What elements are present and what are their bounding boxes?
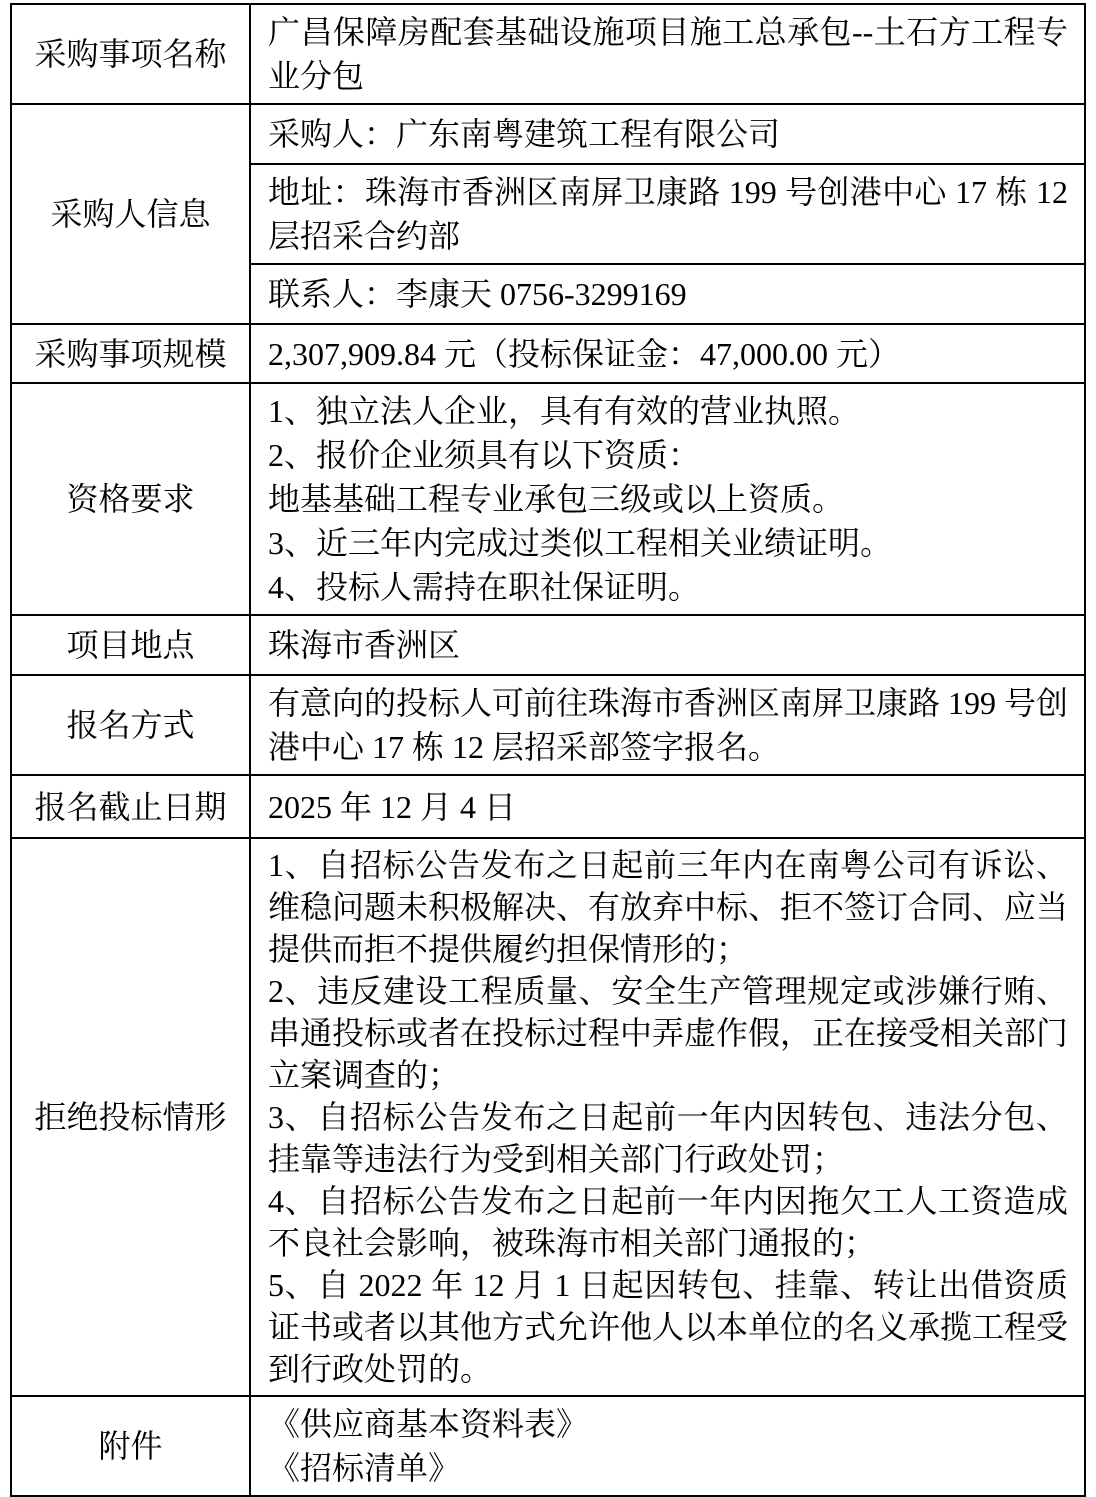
attachment-item: 《招标清单》	[268, 1450, 461, 1486]
qualification-item: 2、报价企业须具有以下资质：	[268, 437, 701, 473]
table-row-procurement-scale	[12, 323, 1084, 382]
row-content	[251, 839, 1084, 1395]
rejection-condition-item: 5、自 2022 年 12 月 1 日起因转包、挂靠、转让出借资质证书或者以其他方式允许他人以本单位的名义承揽工程受到行政处罚的。	[268, 1267, 1069, 1387]
project-location-text: 珠海市香洲区	[268, 627, 461, 663]
row-label: 报名截止日期	[12, 776, 251, 837]
address-text: 地址：珠海市香洲区南屏卫康路 199 号创港中心 17 栋 12 层招采合约部	[268, 174, 1068, 254]
procurement-info-table	[10, 3, 1086, 1497]
registration-method-text: 有意向的投标人可前往珠海市香洲区南屏卫康路 199 号创港中心 17 栋 12 层招采部签字报名。	[268, 685, 1069, 765]
row-content	[251, 105, 1084, 323]
table-row-purchaser-info	[12, 103, 1084, 323]
rejection-condition-item: 4、自招标公告发布之日起前一年内因拖欠工人工资造成不良社会影响，被珠海市相关部门通报的；	[268, 1183, 1068, 1261]
row-label: 采购人信息	[12, 105, 251, 323]
qualification-item: 3、近三年内完成过类似工程相关业绩证明。	[268, 525, 893, 561]
row-content	[251, 325, 1084, 382]
rejection-condition-item: 1、自招标公告发布之日起前三年内在南粤公司有诉讼、维稳问题未积极解决、有放弃中标、拒不签订合同、应当提供而拒不提供履约担保情形的；	[268, 847, 1069, 967]
procurement-scale-text: 2,307,909.84 元（投标保证金：47,000.00 元）	[268, 335, 901, 372]
table-row-procurement-item-name	[12, 5, 1084, 103]
attachment-item: 《供应商基本资料表》	[268, 1406, 589, 1442]
procurement-item-name-text: 广昌保障房配套基础设施项目施工总承包--土石方工程专业分包	[268, 14, 1068, 94]
row-label: 采购事项名称	[12, 5, 251, 103]
table-row-registration-method	[12, 674, 1084, 774]
table-row-attachments	[12, 1395, 1084, 1495]
rejection-condition-item: 2、违反建设工程质量、安全生产管理规定或涉嫌行贿、串通投标或者在投标过程中弄虚作假，正在接受相关部门立案调查的；	[268, 973, 1069, 1093]
row-label: 采购事项规模	[12, 325, 251, 382]
table-row-project-location	[12, 614, 1084, 674]
table-row-registration-deadline	[12, 774, 1084, 837]
purchaser-name-text: 采购人：广东南粤建筑工程有限公司	[268, 116, 781, 152]
row-content	[251, 616, 1084, 674]
contact-text: 联系人：李康天 0756-3299169	[268, 276, 687, 312]
table-row-qualification-requirements	[12, 382, 1084, 614]
qualification-item: 1、独立法人企业，具有有效的营业执照。	[268, 393, 861, 429]
row-content	[251, 1397, 1084, 1495]
qualification-item: 地基基础工程专业承包三级或以上资质。	[268, 481, 845, 517]
row-label: 项目地点	[12, 616, 251, 674]
contact-subrow	[251, 263, 1084, 323]
row-label: 资格要求	[12, 384, 251, 614]
purchaser-subrow	[251, 105, 1084, 163]
row-content	[251, 5, 1084, 103]
rejection-condition-item: 3、自招标公告发布之日起前一年内因转包、违法分包、挂靠等违法行为受到相关部门行政处罚；	[268, 1099, 1068, 1177]
row-label: 拒绝投标情形	[12, 839, 251, 1395]
registration-deadline-text: 2025 年 12 月 4 日	[268, 788, 517, 825]
qualification-item: 4、投标人需持在职社保证明。	[268, 569, 701, 605]
row-content	[251, 776, 1084, 837]
row-label: 附件	[12, 1397, 251, 1495]
row-label: 报名方式	[12, 676, 251, 774]
row-content	[251, 384, 1084, 614]
table-row-bid-rejection-conditions	[12, 837, 1084, 1395]
address-subrow	[251, 163, 1084, 263]
row-content	[251, 676, 1084, 774]
